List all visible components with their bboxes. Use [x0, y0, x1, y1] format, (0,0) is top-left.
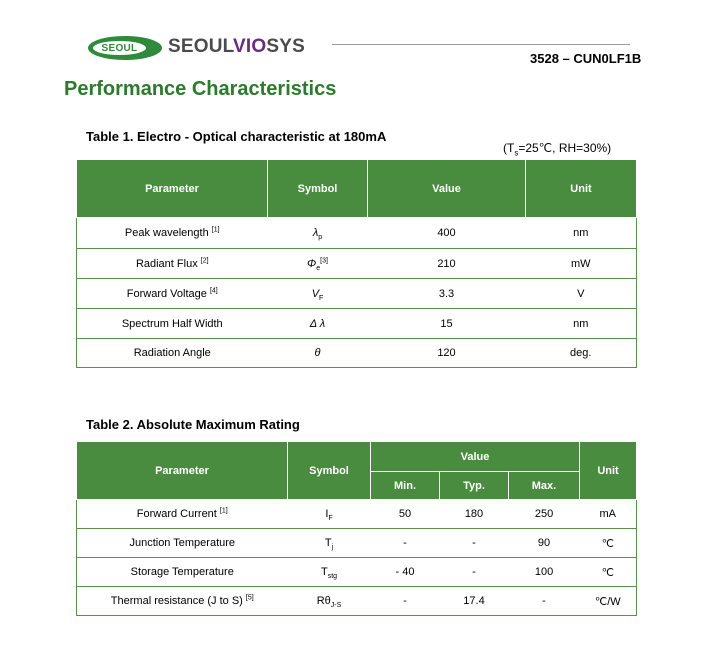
symbol-sub: F	[328, 515, 333, 523]
value-cell: 400	[368, 218, 526, 249]
param-name: Radiant Flux	[135, 257, 198, 270]
max-cell: 90	[509, 529, 580, 558]
company-logo	[168, 36, 305, 58]
param-cell	[77, 529, 288, 558]
symbol-cell	[268, 339, 368, 368]
min-cell: -	[371, 587, 440, 616]
table1-row	[77, 218, 637, 249]
logo-oval-text: SEOUL	[101, 42, 138, 54]
typ-cell: 17.4	[440, 587, 509, 616]
symbol-sub: j	[331, 544, 334, 552]
table2-header-symbol: Symbol	[288, 442, 371, 500]
symbol-sub: stg	[327, 573, 338, 581]
symbol-cell	[288, 587, 371, 616]
table2-header-row-1	[77, 442, 637, 472]
page-title: Performance Characteristics	[64, 78, 337, 100]
table2-title: Table 2. Absolute Maximum Rating	[86, 417, 300, 432]
symbol-cell	[268, 218, 368, 249]
param-name: Junction Temperature	[129, 537, 236, 549]
param-cell	[77, 218, 268, 249]
param-name: Radiation Angle	[133, 347, 211, 359]
param-name: Forward Current	[136, 508, 217, 520]
table1-header-symbol: Symbol	[268, 160, 368, 218]
table2-row	[77, 587, 637, 616]
max-cell: 100	[509, 558, 580, 587]
symbol-cell	[288, 529, 371, 558]
part-number: 3528 – CUN0LF1B	[530, 51, 642, 66]
table2-header-max: Max.	[509, 472, 580, 500]
param-cell	[77, 249, 268, 279]
table1-header-unit: Unit	[526, 160, 637, 218]
symbol-main: T	[320, 566, 328, 578]
table1	[76, 159, 637, 368]
symbol-main: Δ λ	[309, 317, 326, 330]
logo-word-1: SEOUL	[168, 36, 234, 57]
typ-cell: 180	[440, 500, 509, 529]
symbol-sub: J-S	[330, 602, 342, 610]
table1-row	[77, 309, 637, 339]
unit-cell: mW	[526, 249, 637, 279]
table1-row	[77, 249, 637, 279]
table2-header-min: Min.	[371, 472, 440, 500]
symbol-main: V	[311, 287, 320, 300]
param-name: Spectrum Half Width	[121, 317, 223, 330]
param-ref: [1]	[219, 507, 228, 515]
table1-header-parameter: Parameter	[77, 160, 268, 218]
value-cell: 120	[368, 339, 526, 368]
symbol-sub: e	[316, 264, 321, 272]
value-cell: 15	[368, 309, 526, 339]
symbol-cell	[288, 558, 371, 587]
symbol-ref: [3]	[320, 256, 328, 264]
symbol-sub: p	[318, 234, 323, 242]
param-cell	[77, 500, 288, 529]
header-divider	[332, 44, 630, 45]
symbol-cell	[268, 249, 368, 279]
symbol-cell	[268, 279, 368, 309]
unit-cell: V	[526, 279, 637, 309]
symbol-main: Φ	[307, 257, 317, 270]
logo-word-3: SYS	[266, 36, 306, 57]
param-cell	[77, 558, 288, 587]
table2-row	[77, 500, 637, 529]
unit-cell: nm	[526, 309, 637, 339]
table2-header-unit: Unit	[580, 442, 637, 500]
table1-row	[77, 339, 637, 368]
symbol-main: T	[324, 537, 332, 549]
table1-header-row	[77, 160, 637, 218]
value-cell: 210	[368, 249, 526, 279]
symbol-main: Rθ	[316, 595, 331, 607]
param-ref: [2]	[200, 256, 209, 264]
min-cell: -	[371, 529, 440, 558]
table1-conditions: ($T_s=25℃$, RH=30%)	[503, 141, 612, 158]
param-ref: [1]	[211, 226, 220, 234]
max-cell: -	[509, 587, 580, 616]
symbol-main: I	[325, 508, 329, 520]
unit-cell: mA	[580, 500, 637, 529]
param-cell	[77, 279, 268, 309]
param-ref: [5]	[245, 594, 254, 602]
typ-cell: -	[440, 558, 509, 587]
value-cell: 3.3	[368, 279, 526, 309]
unit-cell: ℃	[580, 529, 637, 558]
unit-cell: ℃	[580, 558, 637, 587]
table2-header-parameter: Parameter	[77, 442, 288, 500]
table1-title: Table 1. Electro - Optical characteristic at 180mA	[86, 129, 387, 144]
unit-cell: deg.	[526, 339, 637, 368]
param-ref: [4]	[209, 286, 218, 294]
table2	[76, 441, 637, 616]
symbol-main: θ	[314, 347, 321, 359]
symbol-main: λ	[312, 227, 319, 239]
table1-row	[77, 279, 637, 309]
min-cell: 50	[371, 500, 440, 529]
table2-row	[77, 558, 637, 587]
typ-cell: -	[440, 529, 509, 558]
unit-cell: ℃/W	[580, 587, 637, 616]
unit-cell: nm	[526, 218, 637, 249]
param-cell	[77, 587, 288, 616]
param-cell	[77, 309, 268, 339]
max-cell: 250	[509, 500, 580, 529]
param-name: Storage Temperature	[130, 566, 234, 578]
logo-oval	[88, 36, 162, 60]
min-cell: - 40	[371, 558, 440, 587]
param-cell	[77, 339, 268, 368]
param-name: Forward Voltage	[126, 287, 207, 300]
param-name: Thermal resistance (J to S)	[110, 595, 243, 607]
symbol-cell	[268, 309, 368, 339]
table2-row	[77, 529, 637, 558]
symbol-sub: F	[319, 294, 324, 302]
param-name: Peak wavelength	[124, 227, 209, 239]
table1-header-value: Value	[368, 160, 526, 218]
table2-header-value: Value	[371, 442, 580, 472]
symbol-cell	[288, 500, 371, 529]
logo-word-2: VIO	[233, 36, 267, 57]
table2-header-typ: Typ.	[440, 472, 509, 500]
